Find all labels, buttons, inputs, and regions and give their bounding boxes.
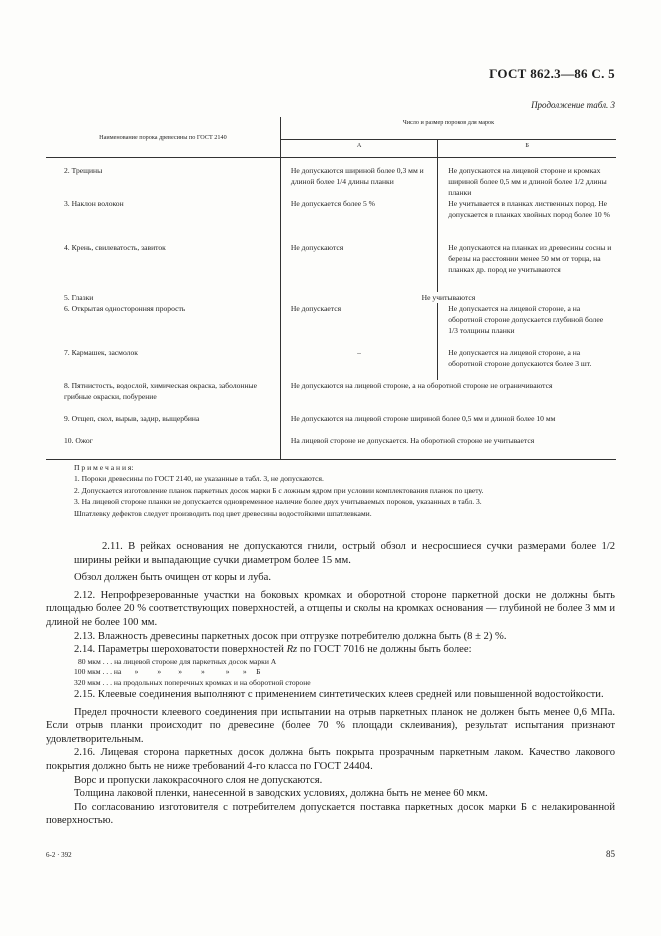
grades-combined-value: На лицевой стороне не допускается. На оборотной стороне не учитывается: [280, 435, 616, 459]
grade-a-value: Не допускаются шириной более 0,3 мм и длиной более 1/4 длины планки: [280, 158, 437, 199]
grade-b-value: Не допускается на лицевой стороне, а на оборотной стороне допускаются более 3 шт.: [438, 347, 616, 380]
grade-b-value: Не учитывается в планках лиственных пород. Не допускается в планках хвойных пород более 10 %: [438, 198, 616, 242]
grade-b-value: Не допускается на лицевой стороне, а на оборотной стороне допускается глубиной более 1/3 толщины планки: [438, 303, 616, 347]
roughness-item: 320 мкм . . . на продольных поперечных кромках и на оборотной стороне: [74, 677, 311, 687]
defect-name: 10. Ожог: [46, 435, 280, 459]
page-number: 85: [606, 849, 615, 859]
note-item: 3. На лицевой стороне планки не допускается одновременное наличие более двух учитываемых пороков, указанных в табл. 3.: [74, 497, 482, 507]
clause-obzol: Обзол должен быть очищен от коры и луба.: [74, 572, 272, 584]
table-row: [46, 198, 616, 242]
grade-b-value: Не допускаются на планках из древесины сосны и березы на расстоянии менее 50 мм от торца, на планках др. пород не учитываются: [438, 242, 616, 292]
body-text: [46, 540, 615, 828]
column-header-defect-name: Наименование порока древесины по ГОСТ 2140: [46, 117, 280, 158]
defect-name: 9. Отщеп, скол, вырыв, задир, выщербина: [64, 414, 200, 423]
roughness-item: 100 мкм . . . на » » » » » » Б: [74, 667, 261, 677]
grade-a-value: Не допускается более 5 %: [280, 198, 437, 242]
clause-2-12: 2.12. Непрофрезерованные участки на боковых кромках и оборотной стороне паркетной доски не должны быть площадью более 20 % соответствующих поверхностей, а отщепы и сколы на кромках основания — глубиной не более 3 мм и длиной не более 100 мм.: [46, 589, 615, 628]
defect-name: 4. Крень, свилеватость, завиток: [64, 243, 166, 252]
clause-2-15: 2.15. Клеевые соединения выполняют с применением синтетических клеев средней или повышенной водостойкости.: [74, 688, 604, 700]
document-header-code: ГОСТ 862.3—86 С. 5: [489, 66, 615, 81]
grades-combined-value: Не учитываются: [280, 292, 616, 303]
clause-2-16: 2.16. Лицевая сторона паркетных досок должна быть покрыта прозрачным паркетным лаком. Качество лакового покрытия должно быть не ниже требований 4-го класса по ГОСТ 24404.: [46, 747, 615, 772]
note-extra: Шпатлевку дефектов следует производить под цвет древесины водостойкими шпатлевками.: [74, 508, 372, 518]
rz-symbol: Rz: [286, 644, 298, 656]
defect-name: 8. Пятнистость, водослой, химическая окраска, заболонные грибные окраски, побурение: [64, 381, 258, 401]
table-row: [46, 242, 616, 292]
table-notes: [74, 462, 614, 519]
defects-table: [46, 117, 616, 460]
table-row: [46, 303, 616, 347]
defect-name: 3. Наклон волокон: [64, 199, 124, 208]
clause-thickness: Толщина лаковой пленки, нанесенной в заводских условиях, должна быть не менее 60 мкм.: [74, 788, 488, 800]
defect-name: 5. Глазки: [64, 293, 94, 302]
note-item: 1. Пороки древесины по ГОСТ 2140, не указанные в табл. 3, не допускаются.: [74, 474, 324, 484]
clause-strength: Предел прочности клеевого соединения при испытании на отрыв паркетных планок не должен быть менее 0,6 МПа. Если отрыв планки происходит по древесине (более 70 % площади склеивания), результат испытания признают удовлетворительным.: [46, 706, 615, 745]
table-row: [46, 292, 616, 303]
table-continuation-label: Продолжение табл. 3: [531, 100, 615, 110]
table-row: [46, 413, 616, 435]
grades-combined-value: Не допускаются на лицевой стороне, а на оборотной стороне не ограничиваются: [280, 380, 616, 413]
column-header-grade-a: А: [280, 139, 437, 157]
clause-vors: Ворс и пропуски лакокрасочного слоя не допускаются.: [74, 774, 323, 786]
grade-a-value: –: [280, 347, 437, 380]
clause-2-11: 2.11. В рейках основания не допускаются гнили, острый обзол и несросшиеся сучки размерами более 1/2 ширины рейки и выпадающие сучки диаметром более 15 мм.: [74, 541, 615, 566]
table-row: [46, 380, 616, 413]
defect-name: 2. Трещины: [64, 166, 103, 175]
grade-a-value: Не допускаются: [280, 242, 437, 292]
table-row: [46, 347, 616, 380]
notes-heading: П р и м е ч а н и я:: [74, 463, 134, 472]
grade-a-value: Не допускается: [280, 303, 437, 347]
roughness-list: [74, 656, 615, 688]
clause-2-14: 2.14. Параметры шероховатости поверхностей Rz по ГОСТ 7016 не должны быть более:: [74, 644, 472, 656]
grades-combined-value: Не допускаются на лицевой стороне шириной более 0,5 мм и длиной более 10 мм: [280, 413, 616, 435]
grade-b-value: Не допускаются на лицевой стороне и кромках шириной более 0,5 мм и длиной более 1/2 длины планки: [438, 158, 616, 199]
table-row: [46, 435, 616, 459]
note-item: 2. Допускается изготовление планок паркетных досок марки Б с ложным ядром при условии комплектования планок по цвету.: [74, 485, 484, 495]
defect-name: 7. Кармашек, засмолок: [64, 348, 138, 357]
defect-name: 6. Открытая односторонняя прорость: [64, 304, 186, 313]
column-header-grade-b: Б: [438, 139, 616, 157]
clause-2-13: 2.13. Влажность древесины паркетных досок при отгрузке потребителю должна быть (8 ± 2) %.: [74, 630, 507, 642]
clause-agreement: По согласованию изготовителя с потребителем допускается поставка паркетных досок марки Б с нелакированной поверхностью.: [46, 801, 615, 827]
table-row: [46, 158, 616, 199]
column-header-group: Число и размер пороков для марок: [280, 117, 616, 139]
roughness-item: 80 мкм . . . на лицевой стороне для паркетных досок марки А: [78, 656, 277, 666]
footer-print-code: 6-2 · 392: [46, 851, 72, 859]
